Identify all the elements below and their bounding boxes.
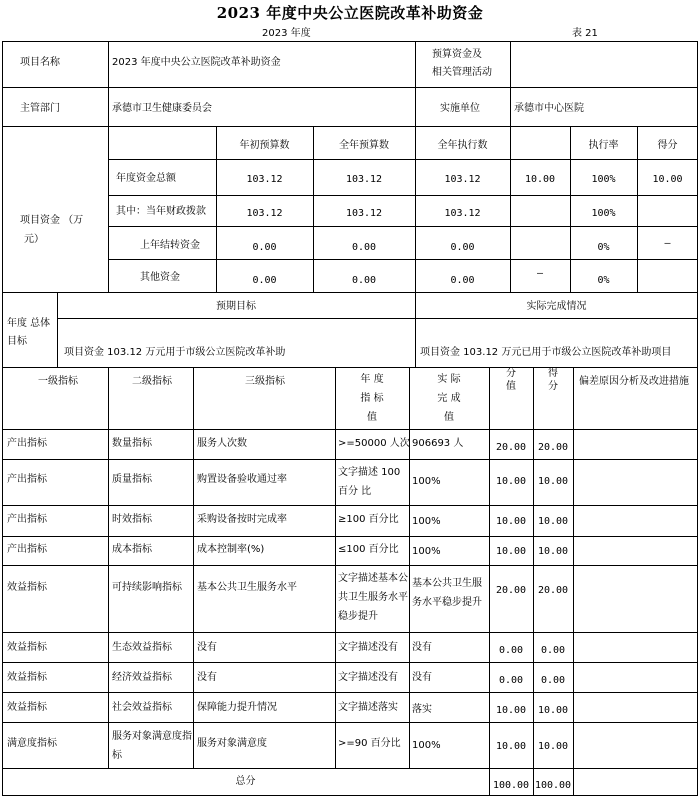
total-points: 100.00 bbox=[492, 780, 530, 791]
indicator-score: 10.00 bbox=[537, 476, 569, 487]
header-score: 分 bbox=[548, 381, 558, 392]
header-level3: 三级指标 bbox=[245, 376, 285, 387]
indicator-target: 文字描述没有 bbox=[338, 672, 398, 683]
header-target: 指 标 bbox=[360, 393, 384, 404]
funds-cell: 0.00 bbox=[450, 242, 475, 253]
funds-cell: 0.00 bbox=[252, 275, 277, 286]
funds-row-label: 其中：当年财政拨款 bbox=[116, 206, 206, 217]
funds-cell: — bbox=[536, 268, 544, 279]
indicator-level1: 效益指标 bbox=[7, 582, 47, 593]
fiscal-year: 2023 年度 bbox=[262, 28, 311, 39]
total-score: 100.00 bbox=[534, 780, 572, 791]
indicator-target: 文字描述 100 百分 比 bbox=[338, 467, 401, 497]
actual-result-text: 项目资金 103.12 万元已用于市级公立医院改革补助项目 bbox=[420, 347, 672, 358]
impl-unit-label: 实施单位 bbox=[440, 103, 480, 114]
funds-row-label: 其他资金 bbox=[140, 272, 180, 283]
header-deviation-reason: 偏差原因分析及改进措施 bbox=[579, 376, 689, 387]
indicator-score: 20.00 bbox=[537, 585, 569, 596]
budget-label-line2: 相关管理活动 bbox=[432, 67, 492, 78]
indicator-level1: 产出指标 bbox=[7, 544, 47, 555]
actual-result-header: 实际完成情况 bbox=[526, 301, 587, 312]
indicator-target: 文字描述没有 bbox=[338, 642, 398, 653]
indicator-target: >=50000 人次 bbox=[338, 438, 410, 449]
funds-cell: 10.00 bbox=[524, 174, 556, 185]
indicator-actual: 基本公共卫生服 务水平稳步提升 bbox=[412, 578, 482, 608]
funds-cell: 0.00 bbox=[351, 242, 377, 253]
indicator-level2: 时效指标 bbox=[112, 514, 152, 525]
header-target: 年 度 bbox=[360, 374, 384, 385]
indicator-level2: 服务对象满意度指 标 bbox=[112, 731, 192, 761]
indicator-level1: 产出指标 bbox=[7, 474, 47, 485]
funds-header-score: 得分 bbox=[657, 140, 678, 151]
dept-value: 承德市卫生健康委员会 bbox=[112, 103, 212, 114]
funds-cell: 0.00 bbox=[351, 275, 377, 286]
funds-cell: 103.12 bbox=[246, 174, 283, 185]
indicator-score: 0.00 bbox=[540, 645, 566, 656]
document-title: 2023 年度中央公立医院改革补助资金 bbox=[216, 4, 484, 22]
indicator-actual: 没有 bbox=[412, 642, 432, 653]
funds-cell: 100% bbox=[591, 208, 616, 219]
indicator-level2: 成本指标 bbox=[112, 544, 152, 555]
indicator-actual: 100% bbox=[412, 516, 441, 527]
indicator-score: 10.00 bbox=[537, 546, 569, 557]
funds-row-label: 年度资金总额 bbox=[116, 173, 176, 184]
indicator-points: 20.00 bbox=[495, 585, 527, 596]
indicator-points: 10.00 bbox=[495, 741, 527, 752]
header-points: 值 bbox=[506, 381, 516, 392]
indicator-target: 文字描述基本公 共卫生服务水平 稳步提升 bbox=[338, 573, 408, 622]
header-target: 值 bbox=[367, 412, 377, 423]
project-name-label: 项目名称 bbox=[20, 57, 60, 68]
indicator-level3: 服务对象满意度 bbox=[197, 738, 267, 749]
indicator-points: 0.00 bbox=[498, 675, 524, 686]
funds-cell: 10.00 bbox=[652, 174, 683, 185]
indicator-score: 10.00 bbox=[537, 705, 569, 716]
indicator-points: 10.00 bbox=[495, 476, 527, 487]
indicator-score: 10.00 bbox=[537, 741, 569, 752]
indicator-level1: 产出指标 bbox=[7, 438, 47, 449]
indicator-points: 10.00 bbox=[495, 705, 527, 716]
funds-cell: 103.12 bbox=[345, 174, 383, 185]
indicator-level3: 保障能力提升情况 bbox=[197, 702, 277, 713]
indicator-level3: 没有 bbox=[197, 642, 217, 653]
indicator-level1: 满意度指标 bbox=[7, 738, 57, 749]
indicator-target: ≥100 百分比 bbox=[338, 514, 399, 525]
funds-cell: — bbox=[664, 238, 671, 249]
indicator-level1: 产出指标 bbox=[7, 514, 47, 525]
indicator-level2: 数量指标 bbox=[112, 438, 152, 449]
header-actual: 完 成 bbox=[437, 393, 461, 404]
indicator-level3: 没有 bbox=[197, 672, 217, 683]
funds-header-executed: 全年执行数 bbox=[437, 140, 488, 151]
indicator-level2: 质量指标 bbox=[112, 474, 152, 485]
indicator-score: 20.00 bbox=[537, 442, 569, 453]
funds-cell: 100% bbox=[591, 174, 616, 185]
expected-goal-header: 预期目标 bbox=[216, 301, 256, 312]
header-level1: 一级指标 bbox=[38, 376, 78, 387]
funds-cell: 0% bbox=[597, 275, 610, 286]
dept-label: 主管部门 bbox=[20, 103, 60, 114]
indicator-actual: 100% bbox=[412, 476, 441, 487]
indicator-points: 10.00 bbox=[495, 516, 527, 527]
funds-row-label: 上年结转资金 bbox=[140, 240, 200, 251]
indicator-level3: 成本控制率(%) bbox=[197, 544, 265, 555]
header-level2: 二级指标 bbox=[132, 376, 172, 387]
indicator-target: >=90 百分比 bbox=[338, 738, 401, 749]
project-name-value: 2023 年度中央公立医院改革补助资金 bbox=[112, 57, 281, 68]
funds-cell: 103.12 bbox=[444, 174, 481, 185]
funds-cell: 103.12 bbox=[246, 208, 283, 219]
funds-cell: 0.00 bbox=[252, 242, 277, 253]
indicator-level3: 基本公共卫生服务水平 bbox=[197, 582, 297, 593]
funds-header-initial-budget: 年初预算数 bbox=[239, 140, 290, 151]
funds-cell: 103.12 bbox=[444, 208, 481, 219]
indicator-target: ≤100 百分比 bbox=[338, 544, 399, 555]
indicator-points: 10.00 bbox=[495, 546, 527, 557]
indicator-actual: 没有 bbox=[412, 672, 432, 683]
goals-label-line1: 年度 总体 bbox=[7, 318, 51, 329]
impl-unit-value: 承德市中心医院 bbox=[514, 103, 584, 114]
header-points: 分 bbox=[506, 368, 516, 379]
funds-header-exec-rate: 执行率 bbox=[588, 140, 619, 151]
project-info-section bbox=[2, 41, 698, 127]
indicator-score: 0.00 bbox=[540, 675, 566, 686]
header-actual: 值 bbox=[444, 412, 454, 423]
table-number: 表 21 bbox=[572, 28, 598, 39]
header-score: 得 bbox=[548, 368, 558, 379]
indicator-level3: 采购设备按时完成率 bbox=[197, 514, 287, 525]
funds-label-line1: 项目资金 （万 bbox=[20, 215, 84, 226]
indicator-actual: 100% bbox=[412, 740, 441, 751]
indicator-level2: 经济效益指标 bbox=[112, 672, 172, 683]
indicator-level2: 社会效益指标 bbox=[112, 702, 172, 713]
funds-cell: 103.12 bbox=[345, 208, 383, 219]
indicator-level1: 效益指标 bbox=[7, 642, 47, 653]
indicator-actual: 落实 bbox=[412, 704, 432, 715]
funds-header-annual-budget: 全年预算数 bbox=[339, 140, 389, 151]
indicator-target: 文字描述落实 bbox=[338, 702, 398, 713]
indicator-level2: 生态效益指标 bbox=[112, 642, 172, 653]
header-actual: 实 际 bbox=[437, 374, 461, 385]
goals-label-line2: 目标 bbox=[7, 336, 27, 347]
indicator-score: 10.00 bbox=[537, 516, 569, 527]
indicator-level1: 效益指标 bbox=[7, 672, 47, 683]
budget-label-line1: 预算资金及 bbox=[432, 49, 482, 60]
funds-cell: 0.00 bbox=[450, 275, 475, 286]
indicator-level1: 效益指标 bbox=[7, 702, 47, 713]
indicator-level3: 购置设备验收通过率 bbox=[197, 474, 287, 485]
indicator-actual: 100% bbox=[412, 546, 441, 557]
funds-cell: 0% bbox=[597, 242, 610, 253]
indicator-points: 20.00 bbox=[495, 442, 527, 453]
indicator-points: 0.00 bbox=[498, 645, 524, 656]
indicator-level3: 服务人次数 bbox=[197, 438, 247, 449]
indicator-actual: 906693 人 bbox=[412, 438, 464, 449]
indicator-level2: 可持续影响指标 bbox=[112, 582, 182, 593]
total-label: 总分 bbox=[235, 776, 256, 787]
expected-goal-text: 项目资金 103.12 万元用于市级公立医院改革补助 bbox=[64, 347, 286, 358]
funds-label-line2: 元） bbox=[24, 234, 44, 245]
